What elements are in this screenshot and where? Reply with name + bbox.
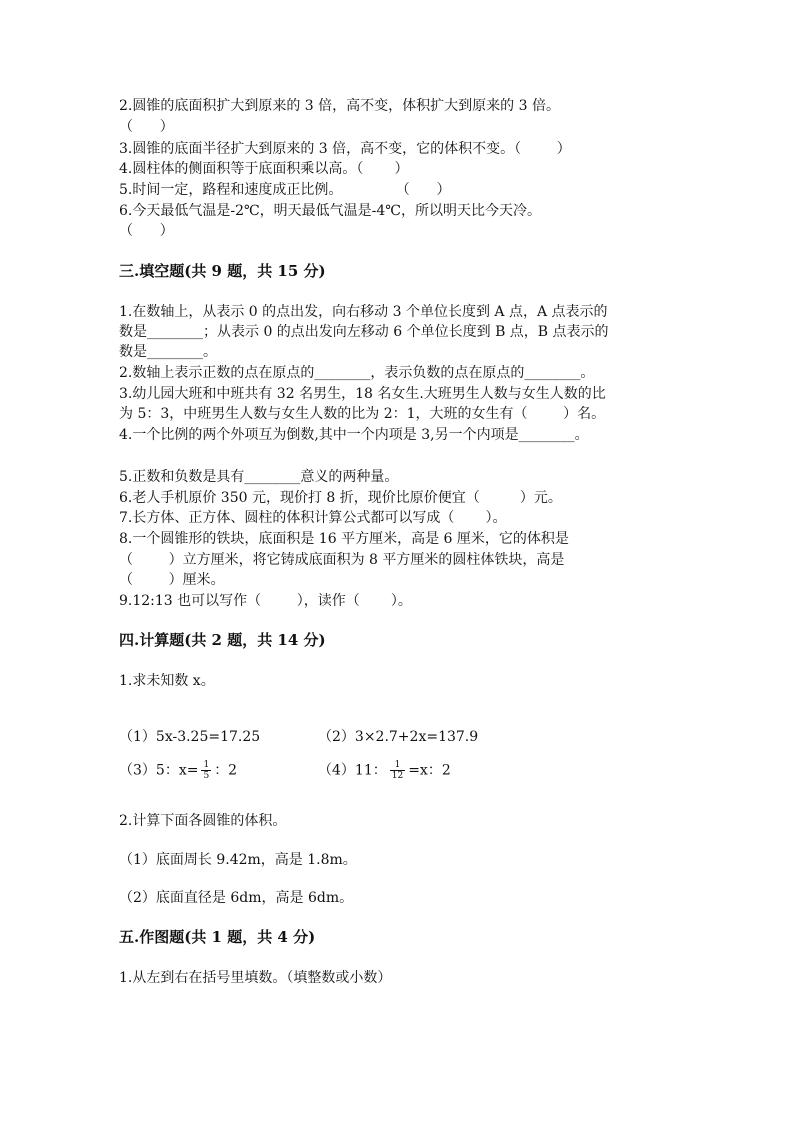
fill-q5: 5.正数和负数是具有________意义的两种量。	[119, 469, 399, 485]
calc-q1: 1.求未知数 x。	[119, 673, 215, 689]
draw-section-heading: 五.作图题(共 1 题，共 4 分)	[119, 928, 316, 946]
calc-section-heading: 四.计算题(共 2 题，共 14 分)	[119, 631, 326, 649]
calc-q2-part1: （1）底面周长 9.42m，高是 1.8m。	[119, 852, 357, 868]
fill-q4: 4.一个比例的两个外项互为倒数,其中一个内项是 3,另一个内项是________。	[119, 427, 589, 443]
judge-q2-answer-blank: （ ）	[119, 119, 174, 135]
draw-q1: 1.从左到右在括号里填数。（填整数或小数）	[119, 970, 392, 986]
fraction-denominator: 12	[391, 771, 404, 781]
fill-section-heading: 三.填空题(共 9 题，共 15 分)	[119, 262, 326, 280]
calc-q2: 2.计算下面各圆锥的体积。	[119, 813, 287, 829]
judge-q6-line1: 6.今天最低气温是-2℃，明天最低气温是-4℃，所以明天比今天冷。	[119, 203, 541, 219]
fill-q6: 6.老人手机原价 350 元，现价打 8 折，现价比原价便宜（ ）元。	[119, 490, 562, 506]
fill-q9: 9.12:13 也可以写作（ ），读作（ ）。	[119, 593, 412, 609]
fill-q8-line2: （ ）立方厘米，将它铸成底面积为 8 平方厘米的圆柱体铁块，高是	[119, 552, 565, 568]
fraction-one-fifth	[201, 760, 211, 781]
fraction-one-twelfth	[390, 760, 405, 781]
judge-q6-answer-blank: （ ）	[119, 223, 174, 239]
fill-q8-line3: （ ）厘米。	[119, 572, 225, 588]
equation-3	[119, 760, 237, 781]
equation-3-suffix: ：2	[214, 762, 238, 779]
judge-q3: 3.圆锥的底面半径扩大到原来的 3 倍，高不变，它的体积不变。（ ）	[119, 141, 571, 157]
fill-q1-line2: 数是________；从表示 0 的点出发向左移动 6 个单位长度到 B 点，B 点表示的	[119, 324, 609, 340]
equation-4-suffix: =x：2	[408, 762, 451, 779]
fraction-denominator: 5	[203, 771, 210, 781]
equation-2: （2）3×2.7+2x=137.9	[318, 729, 479, 745]
fraction-numerator: 1	[203, 760, 210, 770]
fill-q1-line1: 1.在数轴上，从表示 0 的点出发，向右移动 3 个单位长度到 A 点，A 点表示的	[119, 304, 608, 320]
equation-4	[318, 760, 451, 781]
fill-q8-line1: 8.一个圆锥形的铁块，底面积是 16 平方厘米，高是 6 厘米，它的体积是	[119, 531, 569, 547]
fill-q7: 7.长方体、正方体、圆柱的体积计算公式都可以写成（ ）。	[119, 510, 507, 526]
judge-q5: 5.时间一定，路程和速度成正比例。 （ ）	[119, 182, 451, 198]
fill-q1-line3: 数是________。	[119, 344, 217, 360]
fill-q2: 2.数轴上表示正数的点在原点的________，表示负数的点在原点的________。	[119, 365, 595, 381]
equation-4-prefix: （4）11：	[318, 762, 387, 779]
equation-3-prefix: （3）5：x=	[119, 762, 199, 779]
fill-q3-line2: 为 5：3，中班男生人数与女生人数的比为 2：1，大班的女生有（ ）名。	[119, 406, 606, 422]
calc-q2-part2: （2）底面直径是 6dm，高是 6dm。	[119, 890, 354, 906]
judge-q2-line1: 2.圆锥的底面积扩大到原来的 3 倍，高不变，体积扩大到原来的 3 倍。	[119, 98, 560, 114]
equation-1: （1）5x-3.25=17.25	[119, 729, 261, 745]
judge-q4: 4.圆柱体的侧面积等于底面积乘以高。（ ）	[119, 161, 409, 177]
fill-q3-line1: 3.幼儿园大班和中班共有 32 名男生，18 名女生.大班男生人数与女生人数的比	[119, 386, 606, 402]
fraction-numerator: 1	[390, 760, 405, 771]
